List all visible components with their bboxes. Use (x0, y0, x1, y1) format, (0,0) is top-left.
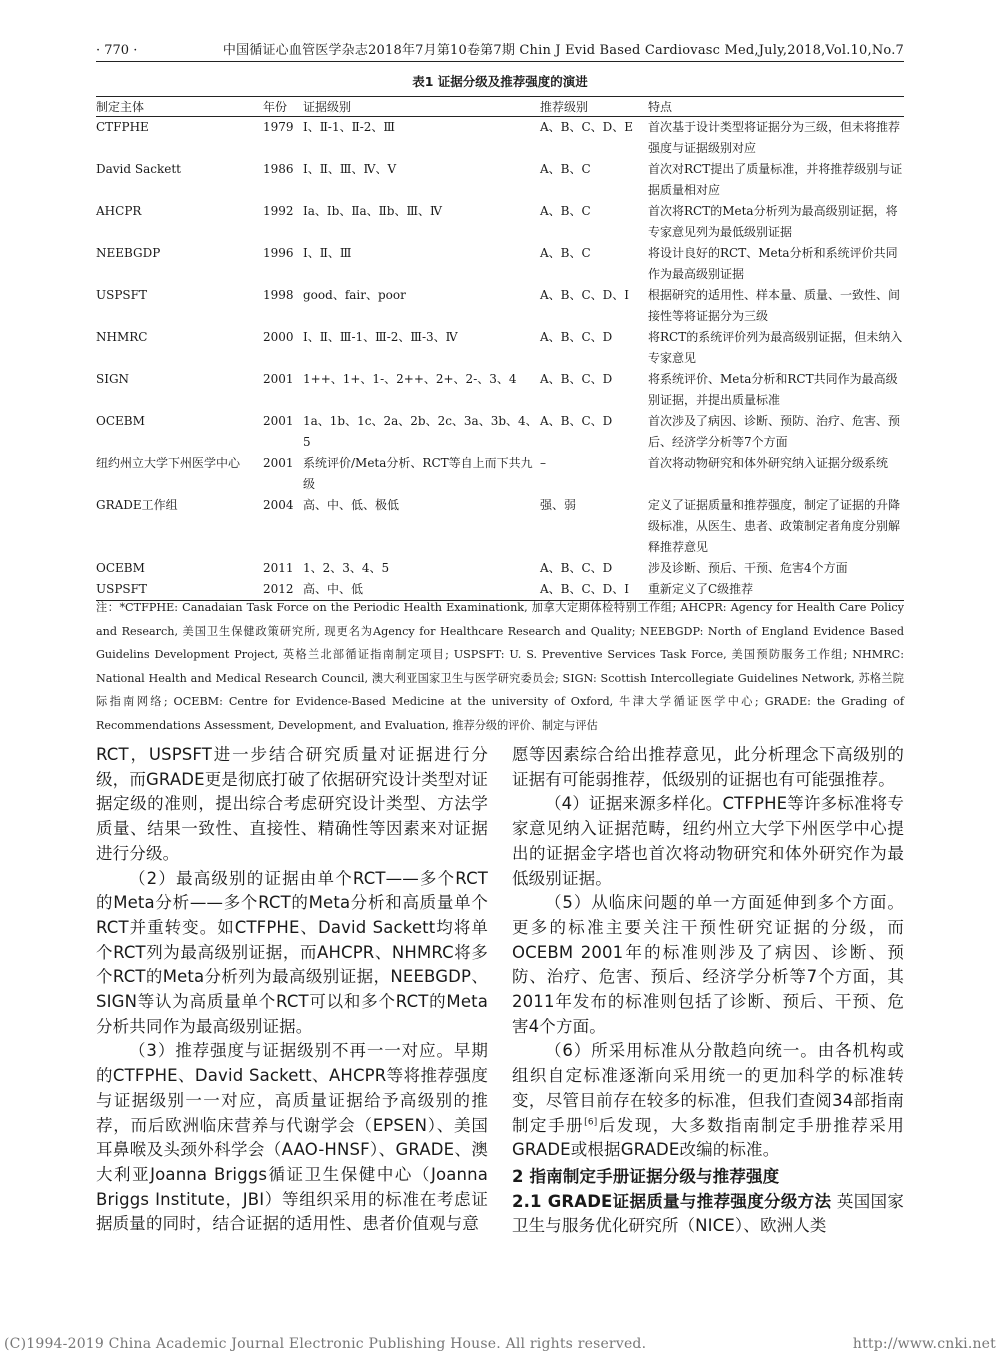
cell-year: 1979 (263, 120, 294, 134)
cell-feature: 定义了证据质量和推荐强度，制定了证据的升降级标准，从医生、患者、政策制定者角度分别解释推荐意见 (648, 498, 901, 554)
table-note: 注：*CTFPHE: Canadaian Task Force on the Periodic Health Examinationk, 加拿大定期体检特别工作组; AHCPR: Agency for Health Care Policy and Research, 美国卫生保健政策研究所, 现更名为Agency for Healthcare Research and Quality; NEEBGDP: North of England Evidence Based Guidelins Development Project, 英格兰北部循证指南制定项目; USPSFT: U. S. Preventive Services Task Force, 美国预防服务工作组; NHMRC: National Health and Medical Research Council, 澳大利亚国家卫生与医学研究委员会; SIGN: Scottish Intercollegiate Guidelines Network, 苏格兰院际指南网络; OCEBM: Centre for Evidence-Based Medicine at the university of Oxford, 牛津大学循证医学中心; GRADE: the Grading of Recommendations Assessment, Development, and Evaluation, 推荐分级的评价、制定与评估 (96, 601, 904, 732)
table-row (96, 117, 904, 160)
subsection-heading: 2.1 GRADE证据质量与推荐强度分级方法 (512, 1191, 832, 1211)
paragraph: （2）最高级别的证据由单个RCT——多个RCT的Meta分析——多个RCT的Meta分析和高质量单个RCT并重转变。如CTFPHE、David Sackett均将单个RCT列为最高级别证据，而AHCPR、NHMRC将多个RCT的Meta分析列为最高级别证据，NEEBGDP、SIGN等认为高质量单个RCT可以和多个RCT的Meta分析共同作为最高级别证据。 (96, 868, 488, 1036)
page-number: · 770 · (96, 43, 138, 58)
paragraph (512, 1039, 904, 1163)
cell-feature: 将RCT的系统评价列为最高级别证据，但未纳入专家意见 (648, 330, 903, 365)
header-year: 年份 (263, 100, 288, 114)
cell-rec: A、B、C (540, 246, 591, 260)
table-row (96, 369, 904, 411)
paragraph: RCT，USPSFT进一步结合研究质量对证据进行分级，而GRADE更是彻底打破了依据研究设计类型对证据定级的准则，提出综合考虑研究设计类型、方法学质量、结果一致性、直接性、精确性等因素来对证据进行分级。 (96, 745, 488, 863)
cell-evidence: Ⅰ、Ⅱ、Ⅲ (303, 246, 352, 260)
left-column (96, 743, 488, 1237)
paragraph-text: 英国国家卫生与服务优化研究所（NICE）、欧洲人类 (512, 1191, 905, 1236)
cell-evidence: Ⅰ、Ⅱ-1、Ⅱ-2、Ⅲ (303, 120, 396, 134)
cell-feature: 根据研究的适用性、样本量、质量、一致性、间接性等将证据分为三级 (648, 288, 901, 323)
cell-rec: A、B、C (540, 162, 591, 176)
cell-feature: 重新定义了C级推荐 (648, 582, 754, 596)
cell-org: SIGN (96, 372, 130, 386)
cell-org: David Sackett (96, 162, 182, 176)
cell-rec: A、B、C、D、I (540, 582, 630, 596)
cell-rec: A、B、C、D、E (540, 120, 634, 134)
cell-rec: A、B、C、D (540, 414, 613, 428)
paragraph: （4）证据来源多样化。CTFPHE等许多标准将专家意见纳入证据范畴，纽约州立大学下州医学中心提出的证据金字塔也首次将动物研究和体外研究作为最低级别证据。 (512, 794, 904, 888)
table-header-row (96, 97, 904, 117)
right-column (512, 743, 904, 1239)
running-header (96, 40, 904, 62)
table-row (96, 201, 904, 243)
copyright-footer (4, 1336, 996, 1352)
table-row (96, 411, 904, 453)
cell-evidence: 1a、1b、1c、2a、2b、2c、3a、3b、4、5 (303, 414, 538, 449)
cell-org: GRADE工作组 (96, 498, 178, 512)
cell-org: 纽约州立大学下州医学中心 (96, 456, 241, 470)
header-org: 制定主体 (96, 100, 145, 114)
header-recommendation: 推荐级别 (540, 100, 589, 114)
cell-org: NHMRC (96, 330, 148, 344)
cell-feature: 首次对RCT提出了质量标准，并将推荐级别与证据质量相对应 (648, 162, 903, 197)
cell-rec: A、B、C、D、I (540, 288, 630, 302)
cell-rec: 强、弱 (540, 498, 577, 512)
paragraph (512, 1190, 904, 1239)
header-feature: 特点 (648, 100, 673, 114)
cell-org: AHCPR (96, 204, 142, 218)
cell-feature: 将系统评价、Meta分析和RCT共同作为最高级别证据，并提出质量标准 (648, 372, 898, 407)
cell-rec: – (540, 456, 546, 470)
table-caption: 表1 证据分级及推荐强度的演进 (412, 74, 588, 89)
evidence-grading-table (96, 96, 904, 601)
cell-feature: 首次将动物研究和体外研究纳入证据分级系统 (648, 456, 889, 470)
table-row (96, 453, 904, 495)
cell-year: 1996 (263, 246, 294, 260)
cell-evidence: 1++、1+、1-、2++、2+、2-、3、4 (303, 372, 517, 386)
cell-year: 2012 (263, 582, 294, 596)
cell-evidence: 高、中、低、极低 (303, 498, 400, 512)
footer-url: http://www.cnki.net (852, 1336, 996, 1352)
table-row (96, 285, 904, 327)
table-row (96, 558, 904, 579)
cell-evidence: Ⅰ、Ⅱ、Ⅲ-1、Ⅲ-2、Ⅲ-3、Ⅳ (303, 330, 458, 344)
cell-year: 2011 (263, 561, 294, 575)
cell-org: USPSFT (96, 288, 147, 302)
section-heading: 2 指南制定手册证据分级与推荐强度 (512, 1166, 780, 1186)
copyright-text: (C)1994-2019 China Academic Journal Electronic Publishing House. All rights reserved. (4, 1336, 647, 1352)
paragraph: 愿等因素综合给出推荐意见，此分析理念下高级别的证据有可能弱推荐，低级别的证据也有可能强推荐。 (512, 745, 904, 789)
cell-org: NEEBGDP (96, 246, 161, 260)
cell-year: 2001 (263, 456, 294, 470)
header-evidence: 证据级别 (303, 100, 352, 114)
table-row (96, 495, 904, 558)
cell-evidence: Ⅰa、Ⅰb、Ⅱa、Ⅱb、Ⅲ、Ⅳ (303, 204, 443, 218)
cell-year: 1992 (263, 204, 294, 218)
cell-feature: 首次涉及了病因、诊断、预防、治疗、危害、预后、经济学分析等7个方面 (648, 414, 901, 449)
cell-year: 2001 (263, 414, 294, 428)
cell-rec: A、B、C、D (540, 561, 613, 575)
cell-org: CTFPHE (96, 120, 149, 134)
cell-year: 2004 (263, 498, 294, 512)
cell-feature: 首次将RCT的Meta分析列为最高级别证据，将专家意见列为最低级别证据 (648, 204, 898, 239)
paragraph-text: （6）所采用标准从分散趋向统一。由各机构或组织自定标准逐渐向采用统一的更加科学的标准转变，尽管目前存在较多的标准，但我们查阅34部指南制定手册 (512, 1041, 904, 1135)
cell-rec: A、B、C、D (540, 372, 613, 386)
cell-rec: A、B、C、D (540, 330, 613, 344)
cell-year: 1986 (263, 162, 294, 176)
cell-evidence: 高、中、低 (303, 582, 364, 596)
cell-evidence: Ⅰ、Ⅱ、Ⅲ、Ⅳ、Ⅴ (303, 162, 397, 176)
cell-year: 2000 (263, 330, 294, 344)
cell-feature: 首次基于设计类型将证据分为三级，但未将推荐强度与证据级别对应 (648, 120, 901, 155)
journal-citation: 中国循证心血管医学杂志2018年7月第10卷第7期 Chin J Evid Based Cardiovasc Med,July,2018,Vol.10,No.7 (222, 43, 904, 58)
cell-org: OCEBM (96, 561, 145, 575)
cell-evidence: good、fair、poor (303, 288, 406, 302)
table-row (96, 159, 904, 201)
paragraph: （3）推荐强度与证据级别不再一一对应。早期的CTFPHE、David Sackett、AHCPR等将推荐强度与证据级别一一对应，高质量证据给予高级别的推荐，而后欧洲临床营养与代谢学会（EPSEN）、美国耳鼻喉及头颈外科学会（AAO-HNSF）、GRADE、澳大利亚Joanna Briggs循证卫生保健中心（Joanna Briggs Institute，JBI）等组织采用的标准在考虑证据质量的同时，结合证据的适用性、患者价值观与意 (96, 1041, 488, 1234)
cell-rec: A、B、C (540, 204, 591, 218)
cell-evidence: 1、2、3、4、5 (303, 561, 390, 575)
table-row (96, 327, 904, 369)
paragraph-text: 后发现，大多数指南制定手册推荐采用GRADE或根据GRADE改编的标准。 (512, 1115, 904, 1160)
cell-year: 1998 (263, 288, 294, 302)
cell-org: USPSFT (96, 582, 147, 596)
citation-ref: [6] (584, 1117, 598, 1128)
paragraph: （5）从临床问题的单一方面延伸到多个方面。更多的标准主要关注干预性研究证据的分级，而OCEBM 2001年的标准则涉及了病因、诊断、预防、治疗、危害、预后、经济学分析等7个方面，其2011年发布的标准则包括了诊断、预后、干预、危害4个方面。 (512, 893, 904, 1036)
cell-org: OCEBM (96, 414, 145, 428)
cell-year: 2001 (263, 372, 294, 386)
cell-evidence: 系统评价/Meta分析、RCT等自上而下共九级 (303, 456, 533, 491)
cell-feature: 将设计良好的RCT、Meta分析和系统评价共同作为最高级别证据 (648, 246, 898, 281)
table-row (96, 243, 904, 285)
cell-feature: 涉及诊断、预后、干预、危害4个方面 (648, 561, 848, 575)
